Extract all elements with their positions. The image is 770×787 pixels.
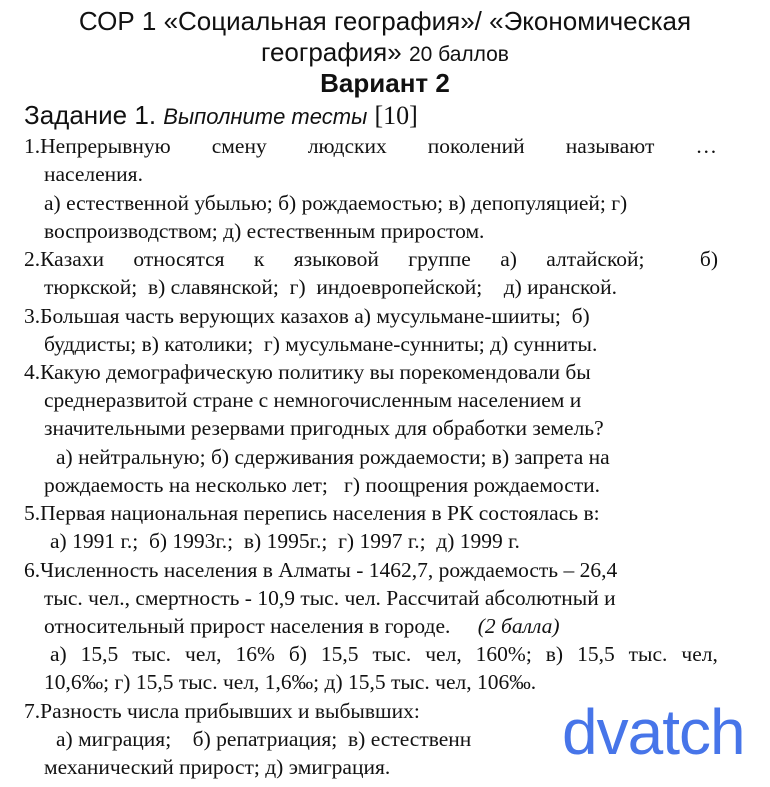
question-6-options-2: 10,6‰; г) 15,5 тыс. чел, 1,6‰; д) 15,5 тыс. чел, 106‰. xyxy=(44,670,537,694)
question-4-options-1: а) нейтральную; б) сдерживания рождаемости; в) запрета на xyxy=(56,445,610,469)
question-1-options-1: а) естественной убылью; б) рождаемостью; в) депопуляцией; г) xyxy=(44,191,628,215)
question-6-line-1: 6.Численность населения в Алматы - 1462,7, рождаемость – 26,4 xyxy=(24,558,618,582)
worksheet-title: СОР 1 «Социальная география»/ «Экономическая xyxy=(78,6,692,36)
question-5-line-1: 5.Первая национальная перепись населения в РК состоялась в: xyxy=(24,501,600,525)
question-3-line-1: 3.Большая часть верующих казахов а) мусульмане-шииты; б) xyxy=(24,304,590,328)
task-heading xyxy=(24,99,418,133)
variant-heading: Вариант 2 xyxy=(320,68,450,98)
question-4-line-3: значительными резервами пригодных для обработки земель? xyxy=(44,416,604,440)
question-1-line-1: 1.Непрерывную смену людских поколений называют … xyxy=(24,134,717,158)
question-4-options-2: рождаемость на несколько лет; г) поощрения рождаемости. xyxy=(44,473,601,497)
question-4-line-1: 4.Какую демографическую политику вы порекомендовали бы xyxy=(24,360,591,384)
question-6-line-2: тыс. чел., смертность - 10,9 тыс. чел. Рассчитай абсолютный и xyxy=(44,586,616,610)
task-instruction: Выполните тесты xyxy=(163,104,368,129)
question-1-options-2: воспроизводством; д) естественным приростом. xyxy=(44,219,485,243)
question-7-options-2: механический прирост; д) эмиграция. xyxy=(44,755,391,779)
question-5-options: а) 1991 г.; б) 1993г.; в) 1995г.; г) 1997 г.; д) 1999 г. xyxy=(50,529,520,553)
question-4-line-2: среднеразвитой стране с немногочисленным населением и xyxy=(44,388,582,412)
worksheet-title-continued: география» 20 баллов xyxy=(261,37,509,67)
question-3-line-2: буддисты; в) католики; г) мусульмане-сунниты; д) сунниты. xyxy=(44,332,598,356)
question-6-line-3: относительный прирост населения в городе. (2 балла) xyxy=(44,614,560,638)
question-2-line-2: тюркской; в) славянской; г) индоевропейской; д) иранской. xyxy=(44,275,618,299)
question-6-options-1: а) 15,5 тыс. чел, 16% б) 15,5 тыс. чел, 160%; в) 15,5 тыс. чел, xyxy=(50,642,718,666)
question-2-line-1: 2.Казахи относятся к языковой группе а) алтайской; б) xyxy=(24,247,718,271)
watermark-logo: dvatch xyxy=(562,696,745,768)
question-1-line-2: населения. xyxy=(44,162,143,186)
total-points: 20 баллов xyxy=(408,43,509,66)
question-6-points: (2 балла) xyxy=(477,614,560,638)
task-points: [10] xyxy=(374,101,418,130)
task-label: Задание 1. xyxy=(24,100,157,130)
question-7-options-1: а) миграция; б) репатриация; в) естественн xyxy=(56,727,472,751)
question-7-line-1: 7.Разность числа прибывших и выбывших: xyxy=(24,699,420,723)
